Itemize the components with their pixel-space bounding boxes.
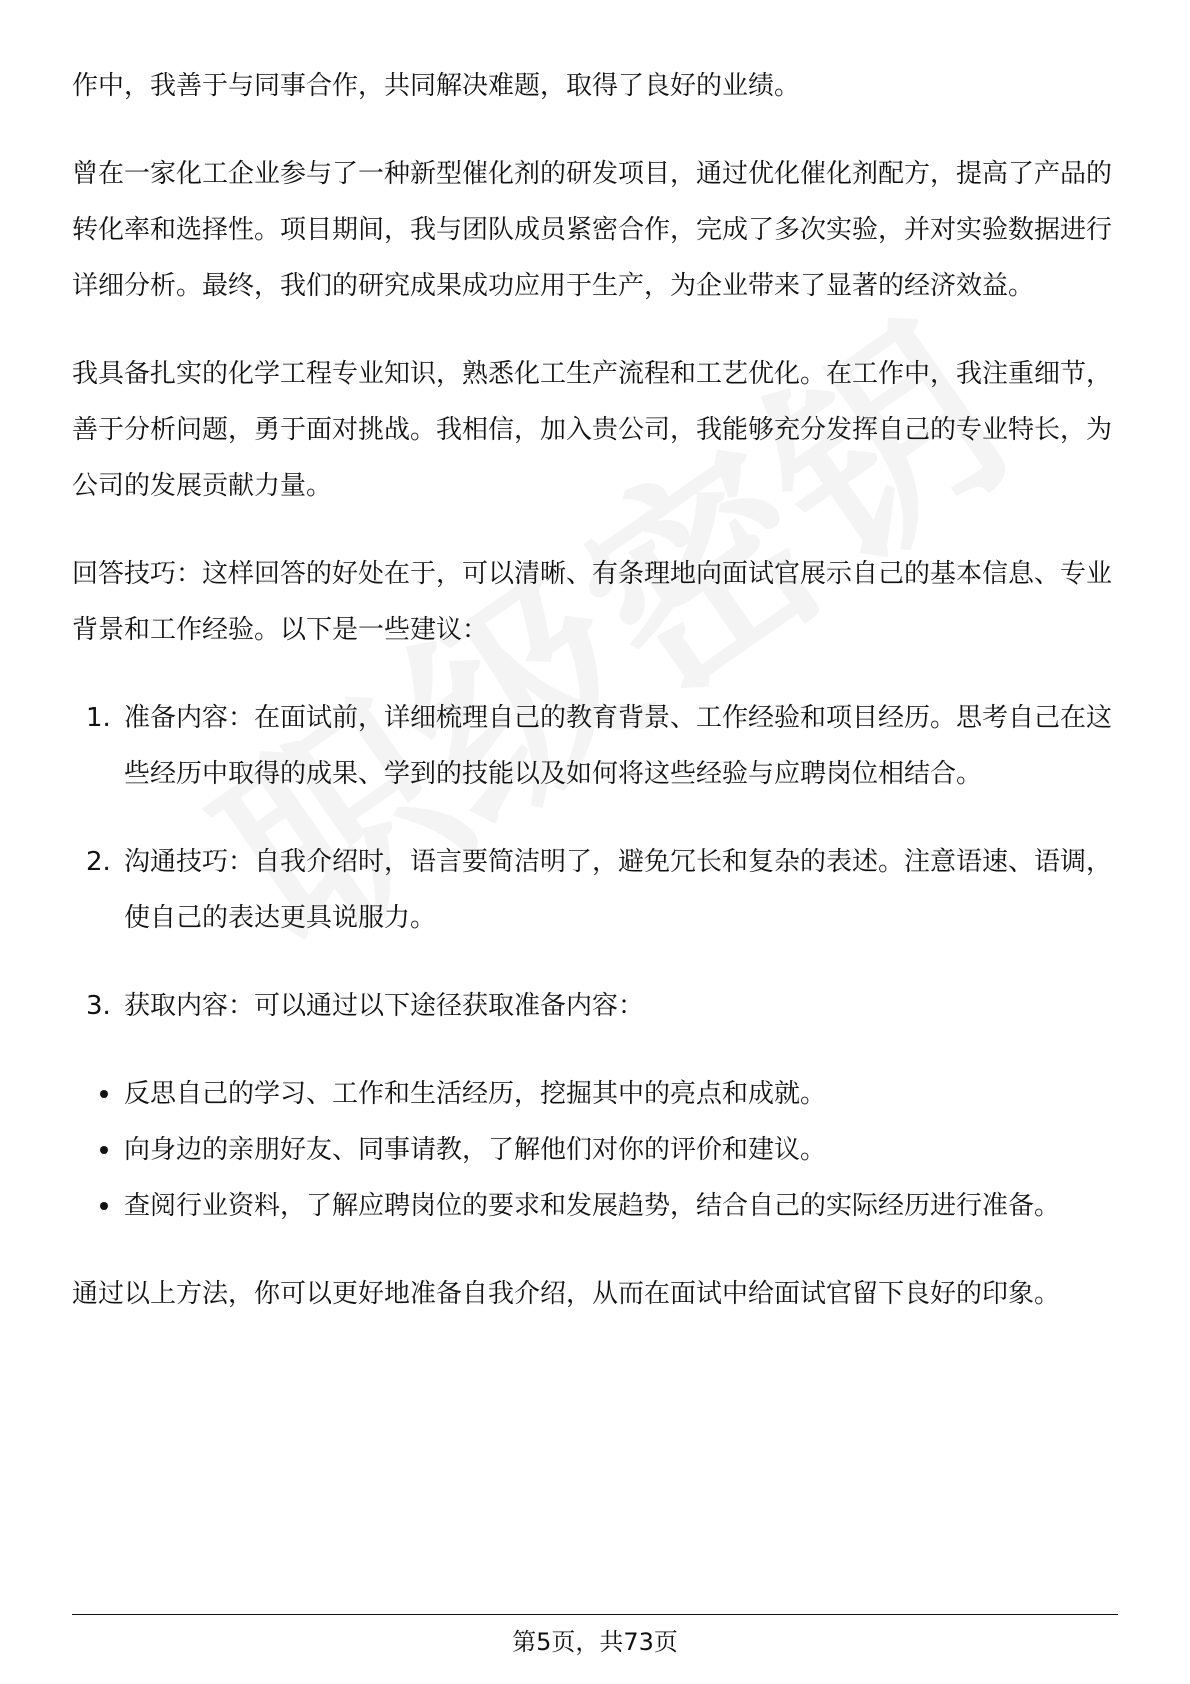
list-number: 3. xyxy=(86,991,111,1021)
bullet-icon xyxy=(100,1090,108,1098)
paragraph-2: 曾在一家化工企业参与了一种新型催化剂的研发项目，通过优化催化剂配方，提高了产品的转化率和选择性。项目期间，我与团队成员紧密合作，完成了多次实验，并对实验数据进行详细分析。最终，我们的研究成果成功应用于生产，为企业带来了显著的经济效益。 xyxy=(72,159,1113,301)
bullet-item xyxy=(72,1178,1118,1234)
bullet-item-text: 查阅行业资料，了解应聘岗位的要求和发展趋势，结合自己的实际经历进行准备。 xyxy=(124,1191,1061,1221)
list-item xyxy=(72,834,1118,946)
paragraph-1: 作中，我善于与同事合作，共同解决难题，取得了良好的业绩。 xyxy=(72,71,801,101)
footer-divider xyxy=(72,1614,1118,1615)
bullet-item xyxy=(72,1122,1118,1178)
bullet-item xyxy=(72,1066,1118,1122)
list-item xyxy=(72,978,1118,1034)
closing-paragraph: 通过以上方法，你可以更好地准备自我介绍，从而在面试中给面试官留下良好的印象。 xyxy=(72,1279,1061,1309)
list-number: 1. xyxy=(86,703,111,733)
paragraph-3: 我具备扎实的化学工程专业知识，熟悉化工生产流程和工艺优化。在工作中，我注重细节，善于分析问题，勇于面对挑战。我相信，加入贵公司，我能够充分发挥自己的专业特长，为公司的发展贡献力量。 xyxy=(72,359,1113,501)
bullet-list xyxy=(72,1066,1118,1234)
list-item-text: 沟通技巧：自我介绍时，语言要简洁明了，避免冗长和复杂的表述。注意语速、语调，使自己的表达更具说服力。 xyxy=(124,847,1113,933)
paragraph-tips: 回答技巧：这样回答的好处在于，可以清晰、有条理地向面试官展示自己的基本信息、专业背景和工作经验。以下是一些建议： xyxy=(72,559,1113,645)
list-number: 2. xyxy=(86,847,111,877)
document-body xyxy=(72,58,1118,1354)
page-number: 第5页，共73页 xyxy=(512,1628,678,1656)
bullet-item-text: 向身边的亲朋好友、同事请教，了解他们对你的评价和建议。 xyxy=(124,1135,827,1165)
list-item-text: 准备内容：在面试前，详细梳理自己的教育背景、工作经验和项目经历。思考自己在这些经历中取得的成果、学到的技能以及如何将这些经验与应聘岗位相结合。 xyxy=(124,703,1113,789)
list-item-text: 获取内容：可以通过以下途径获取准备内容： xyxy=(124,991,645,1021)
bullet-icon xyxy=(100,1146,108,1154)
bullet-icon xyxy=(100,1202,108,1210)
ordered-list xyxy=(72,690,1118,1034)
bullet-item-text: 反思自己的学习、工作和生活经历，挖掘其中的亮点和成就。 xyxy=(124,1079,827,1109)
list-item xyxy=(72,690,1118,802)
